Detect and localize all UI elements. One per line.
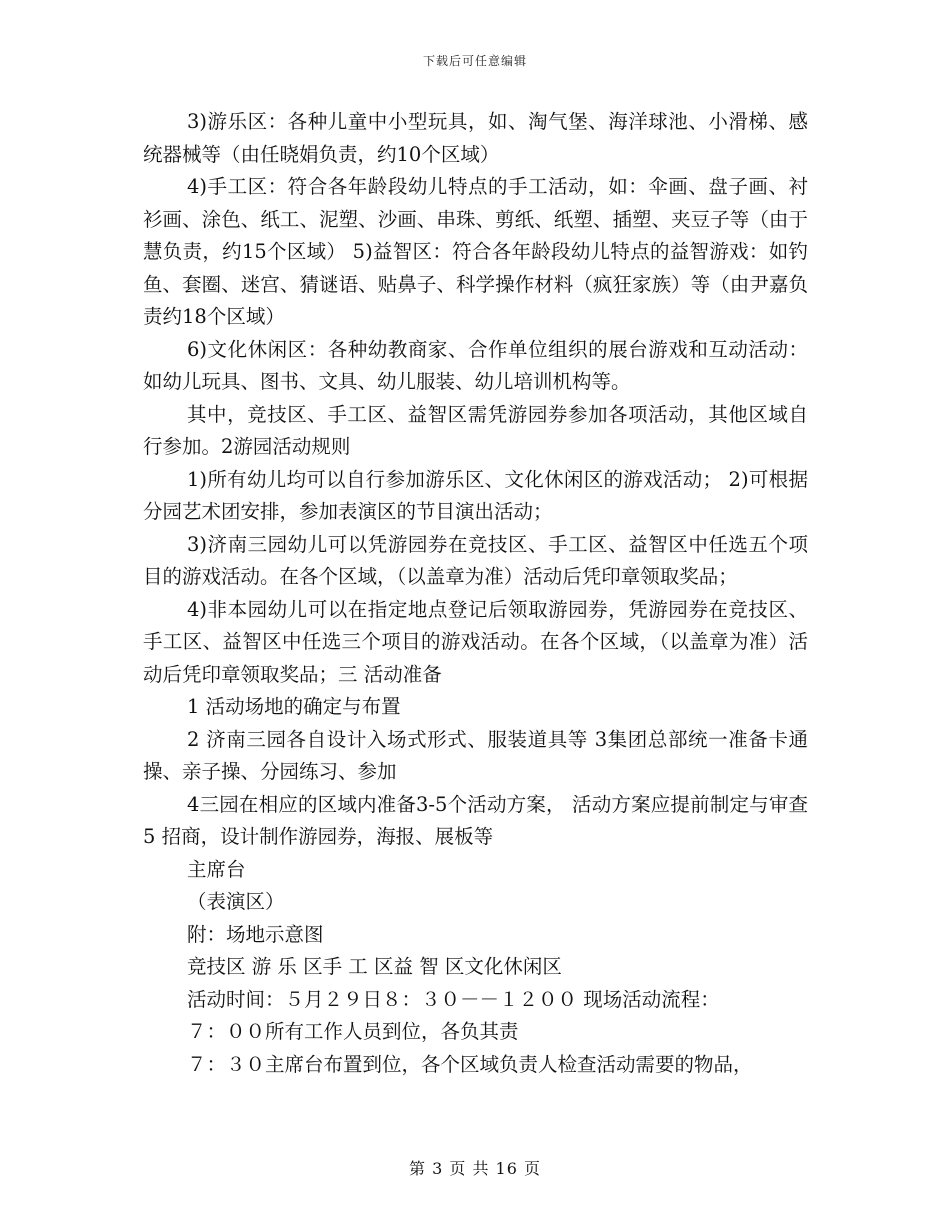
paragraph-schedule-700: ７：００所有工作人员到位，各负其责 xyxy=(187,1020,519,1043)
paragraph-activity-time: 活动时间：５月２９日８：３０－－１２００ 现场活动流程： xyxy=(187,987,720,1011)
paragraph-venue-diagram: 附：场地示意图 xyxy=(187,922,324,946)
paragraph-prep-2-3: 2 济南三园各自设计入场式形式、服装道具等 3集团总部统一准备卡通操、亲子操、分园练习、参加 xyxy=(143,727,808,783)
paragraph-area-list: 竞技区 游 乐 区手 工 区益 智 区文化休闲区 xyxy=(187,955,562,978)
paragraph-main-stage: 主席台 xyxy=(187,857,246,881)
paragraph-leisure-area: 6)文化休闲区：各种幼教商家、合作单位组织的展台游戏和互动活动：如幼儿玩具、图书、文具、幼儿服装、幼儿培训机构等。 xyxy=(143,337,808,393)
paragraph-amusement-area: 3)游乐区：各种儿童中小型玩具，如、淘气堡、海洋球池、小滑梯、感统器械等（由任晓娟负责，约10个区域） xyxy=(143,110,808,166)
paragraph-schedule-730: ７：３０主席台布置到位，各个区域负责人检查活动需要的物品， xyxy=(187,1052,753,1076)
page-footer: 第 3 页 共 16 页 xyxy=(409,1159,541,1178)
paragraph-prep-1: 1 活动场地的确定与布置 xyxy=(187,695,401,718)
document-body xyxy=(143,106,808,1081)
paragraph-ticket-rules: 其中，竞技区、手工区、益智区需凭游园券参加各项活动，其他区域自行参加。2游园活动规则 xyxy=(143,402,808,458)
paragraph-rule-4: 4)非本园幼儿可以在指定地点登记后领取游园券，凭游园券在竞技区、手工区、益智区中任选三个项目的游戏活动。在各个区域，（以盖章为准）活动后凭印章领取奖品；三 活动准备 xyxy=(143,597,808,686)
paragraph-rule-3: 3)济南三园幼儿可以凭游园券在竞技区、手工区、益智区中任选五个项目的游戏活动。在各个区域，（以盖章为准）活动后凭印章领取奖品； xyxy=(143,532,808,588)
paragraph-performance-area: （表演区） xyxy=(187,890,285,913)
paragraph-rule-1-2: 1)所有幼儿均可以自行参加游乐区、文化休闲区的游戏活动； 2)可根据分园艺术团安排，参加表演区的节目演出活动； xyxy=(143,467,808,523)
paragraph-prep-4-5: 4三园在相应的区域内准备3-5个活动方案， 活动方案应提前制定与审查 5 招商，设计制作游园券，海报、展板等 xyxy=(143,792,808,848)
page-header: 下载后可任意编辑 xyxy=(422,54,527,68)
paragraph-handcraft-puzzle-area: 4)手工区：符合各年龄段幼儿特点的手工活动，如：伞画、盘子画、衬衫画、涂色、纸工、泥塑、沙画、串珠、剪纸、纸塑、插塑、夹豆子等（由于慧负责，约15个区域） 5)益智区：符合各年龄段幼儿特点的益智游戏：如钓鱼、套圈、迷宫、猜谜语、贴鼻子、科学操作材料（疯狂家族）等（由尹嘉负责约18个区域） xyxy=(143,175,808,328)
